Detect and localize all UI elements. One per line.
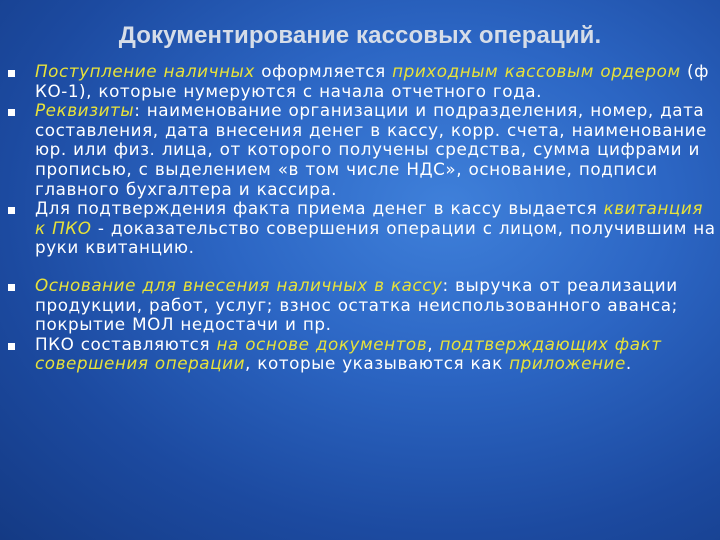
highlighted-term: Поступление наличных [35, 61, 255, 81]
square-bullet-icon [8, 284, 15, 291]
bullet-item [0, 199, 720, 258]
bullet-text: : выручка от реализации продукции, работ, услуг; взнос остатка неиспользованного аванса; покрытие МОЛ недостачи и пр. [35, 274, 678, 335]
bullet-text: : наименование организации и подразделения, номер, дата составления, дата внесения денег в кассу, корр. счета, наименование юр. или физ. лица, от которого получены средства, сумма цифрами и прописью, с выделением «в том числе НДС», основание, подписи главного бухгалтера и кассира. [35, 100, 707, 199]
bullet-item [0, 62, 720, 101]
square-bullet-icon [8, 109, 15, 116]
highlighted-term: подтверждающих факт совершения операции [35, 333, 662, 374]
highlighted-term: Реквизиты [35, 100, 135, 121]
highlighted-term: приходным кассовым ордером [392, 61, 681, 81]
bullet-item [0, 276, 720, 335]
bullet-item [0, 335, 720, 374]
bullet-text: Для подтверждения факта приема денег в кассу выдается [35, 198, 604, 219]
bullet-text: . [625, 353, 632, 374]
bullet-text: (ф КО-1), которые нумеруются с начала отчетного года. [35, 61, 710, 101]
bullet-text: , которые указываются как [245, 353, 510, 374]
slide-title: Документирование кассовых операций. [118, 22, 602, 49]
bullet-text: - доказательство совершения операции с лицом, получившим на руки квитанцию. [35, 217, 716, 258]
highlighted-term: приложение [509, 353, 626, 374]
bullet-item [0, 101, 720, 199]
square-bullet-icon [8, 70, 15, 77]
bullet-text: ПКО составляются [35, 333, 217, 354]
bullet-text: , [427, 333, 440, 354]
bullet-list [0, 62, 720, 374]
square-bullet-icon [8, 343, 15, 350]
highlighted-term: на основе документов [216, 333, 428, 354]
highlighted-term: квитанция к ПКО [35, 198, 703, 238]
square-bullet-icon [8, 207, 15, 214]
bullet-text: оформляется [254, 61, 393, 81]
highlighted-term: Основание для внесения наличных в кассу [35, 274, 443, 295]
